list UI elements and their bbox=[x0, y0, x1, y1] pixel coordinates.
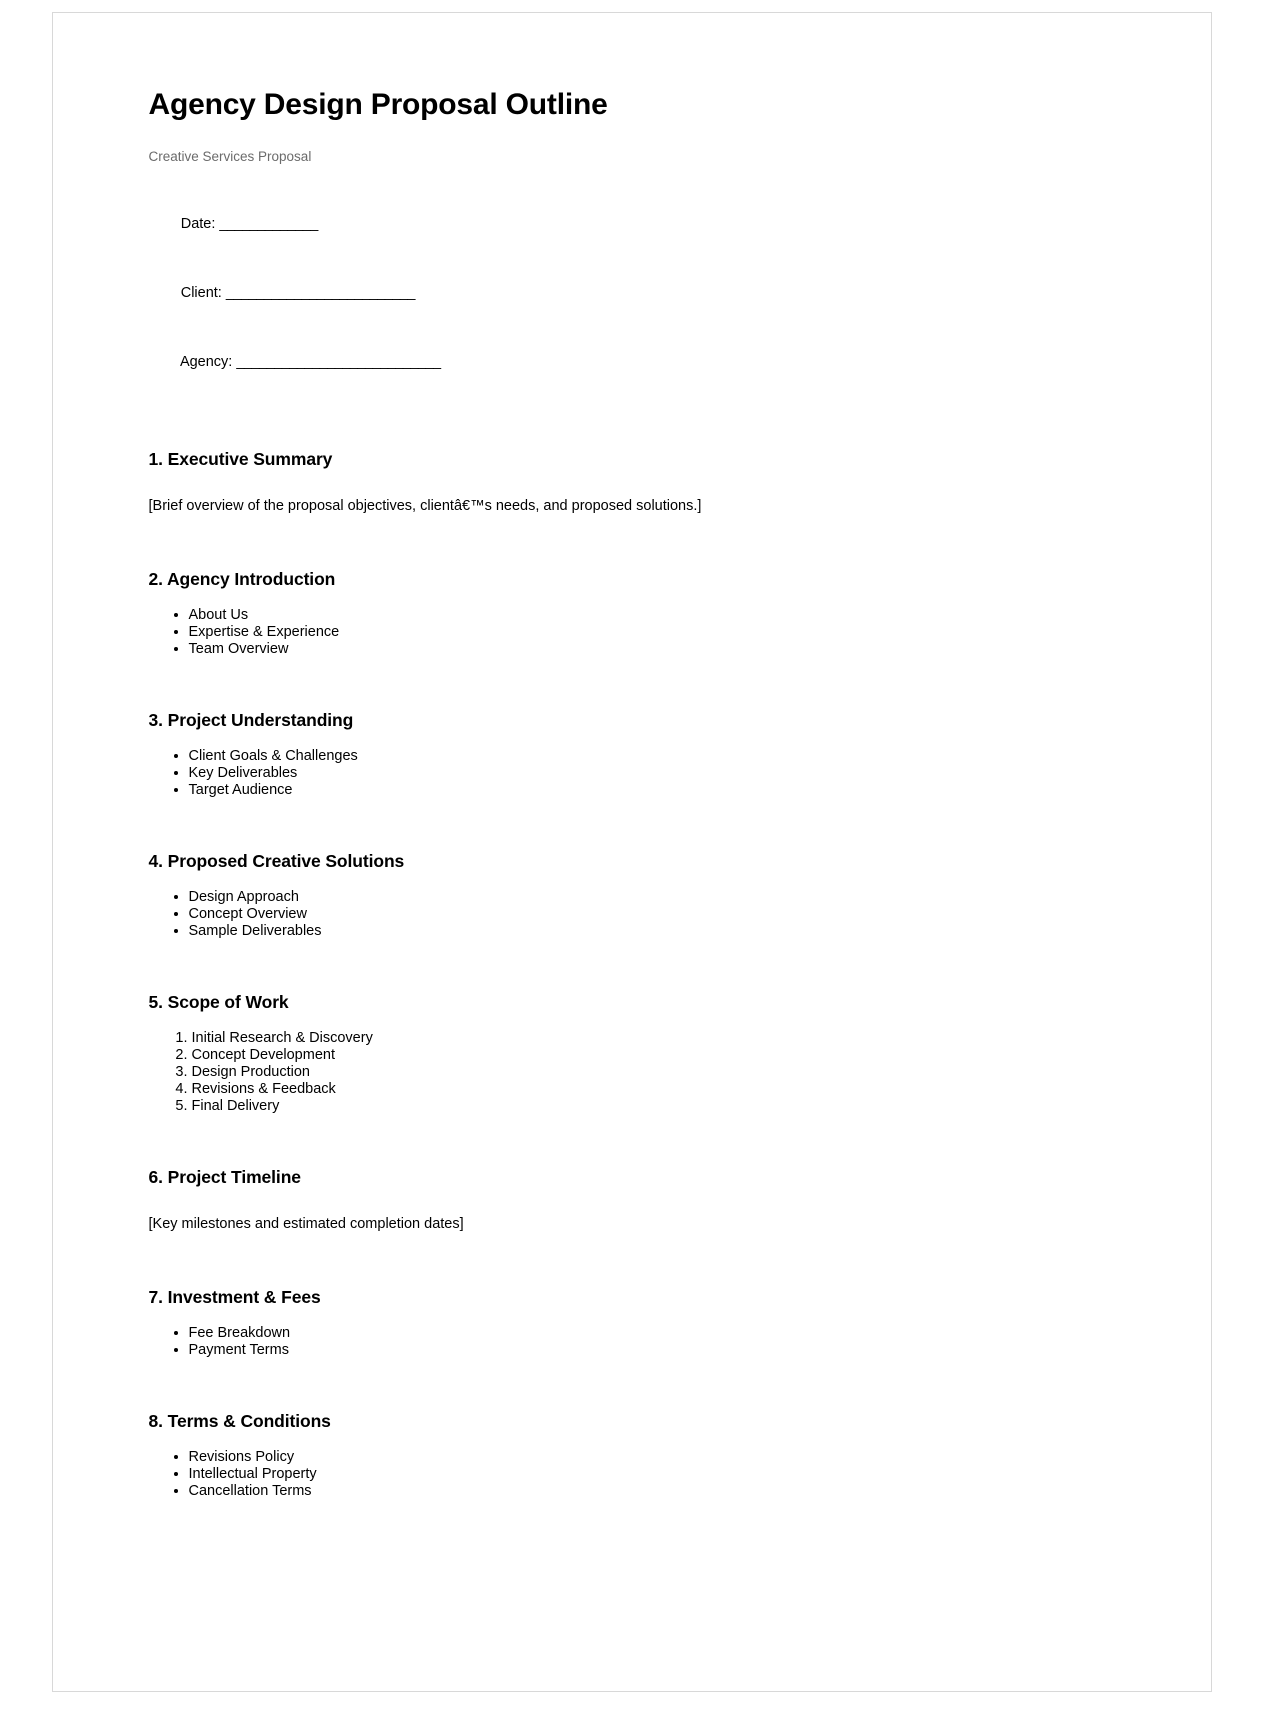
list-item: 3. Design Production bbox=[192, 1064, 1115, 1081]
list-item: • Payment Terms bbox=[189, 1342, 1115, 1359]
section-bullet-list bbox=[149, 1325, 1115, 1359]
section-heading: 3. Project Understanding bbox=[148, 709, 354, 730]
list-item: 2. Concept Development bbox=[192, 1047, 1115, 1064]
section-heading: 5. Scope of Work bbox=[148, 991, 289, 1012]
meta-field-date bbox=[149, 190, 1115, 259]
section-heading: 2. Agency Introduction bbox=[148, 568, 336, 589]
section-proposed-creative-solutions bbox=[149, 851, 1115, 940]
list-item: • Key Deliverables bbox=[189, 765, 1115, 782]
list-item: • Intellectual Property bbox=[189, 1466, 1115, 1483]
list-item: 1. Initial Research & Discovery bbox=[192, 1030, 1115, 1047]
list-item: • Expertise & Experience bbox=[189, 624, 1115, 641]
list-item: • Team Overview bbox=[189, 641, 1115, 658]
section-terms-and-conditions bbox=[149, 1411, 1115, 1500]
meta-field-agency bbox=[149, 328, 1115, 397]
section-heading: 6. Project Timeline bbox=[148, 1166, 301, 1187]
section-bullet-list bbox=[149, 889, 1115, 940]
section-executive-summary bbox=[149, 449, 1115, 517]
section-project-understanding bbox=[149, 710, 1115, 799]
meta-field-date-label: Date: bbox=[180, 215, 220, 232]
section-bullet-list bbox=[149, 607, 1115, 658]
document-page bbox=[52, 12, 1212, 1692]
list-item: • Client Goals & Challenges bbox=[189, 748, 1115, 765]
meta-field-date-blank[interactable]: _____________ bbox=[219, 215, 318, 232]
section-heading: 8. Terms & Conditions bbox=[148, 1410, 331, 1431]
section-heading: 1. Executive Summary bbox=[148, 448, 333, 469]
section-heading: 7. Investment & Fees bbox=[148, 1286, 321, 1307]
page-title: Agency Design Proposal Outline bbox=[148, 88, 608, 121]
list-item: • Revisions Policy bbox=[189, 1449, 1115, 1466]
section-paragraph: [Brief overview of the proposal objectives, clientâ€™s needs, and proposed solutions.] bbox=[148, 497, 702, 514]
list-item: • Design Approach bbox=[189, 889, 1115, 906]
section-heading: 4. Proposed Creative Solutions bbox=[148, 850, 405, 871]
list-item: • Sample Deliverables bbox=[189, 923, 1115, 940]
section-bullet-list bbox=[149, 1449, 1115, 1500]
list-item: • Target Audience bbox=[189, 782, 1115, 799]
list-item: • Concept Overview bbox=[189, 906, 1115, 923]
section-paragraph: [Key milestones and estimated completion dates] bbox=[148, 1215, 464, 1232]
section-numbered-list bbox=[149, 1030, 1115, 1115]
meta-field-client bbox=[149, 259, 1115, 328]
section-project-timeline bbox=[149, 1167, 1115, 1235]
list-item: 4. Revisions & Feedback bbox=[192, 1081, 1115, 1098]
section-investment-and-fees bbox=[149, 1287, 1115, 1359]
list-item: • Fee Breakdown bbox=[189, 1325, 1115, 1342]
page-subtitle: Creative Services Proposal bbox=[148, 149, 312, 165]
section-scope-of-work bbox=[149, 992, 1115, 1115]
list-item: • About Us bbox=[189, 607, 1115, 624]
section-agency-introduction bbox=[149, 569, 1115, 658]
list-item: 5. Final Delivery bbox=[192, 1098, 1115, 1115]
document-meta-fields bbox=[149, 190, 1115, 397]
meta-field-agency-blank[interactable]: ___________________________ bbox=[236, 353, 441, 370]
section-bullet-list bbox=[149, 748, 1115, 799]
meta-field-client-label: Client: bbox=[180, 284, 226, 301]
meta-field-agency-label: Agency: bbox=[179, 353, 237, 370]
list-item: • Cancellation Terms bbox=[189, 1483, 1115, 1500]
meta-field-client-blank[interactable]: _________________________ bbox=[225, 284, 415, 301]
